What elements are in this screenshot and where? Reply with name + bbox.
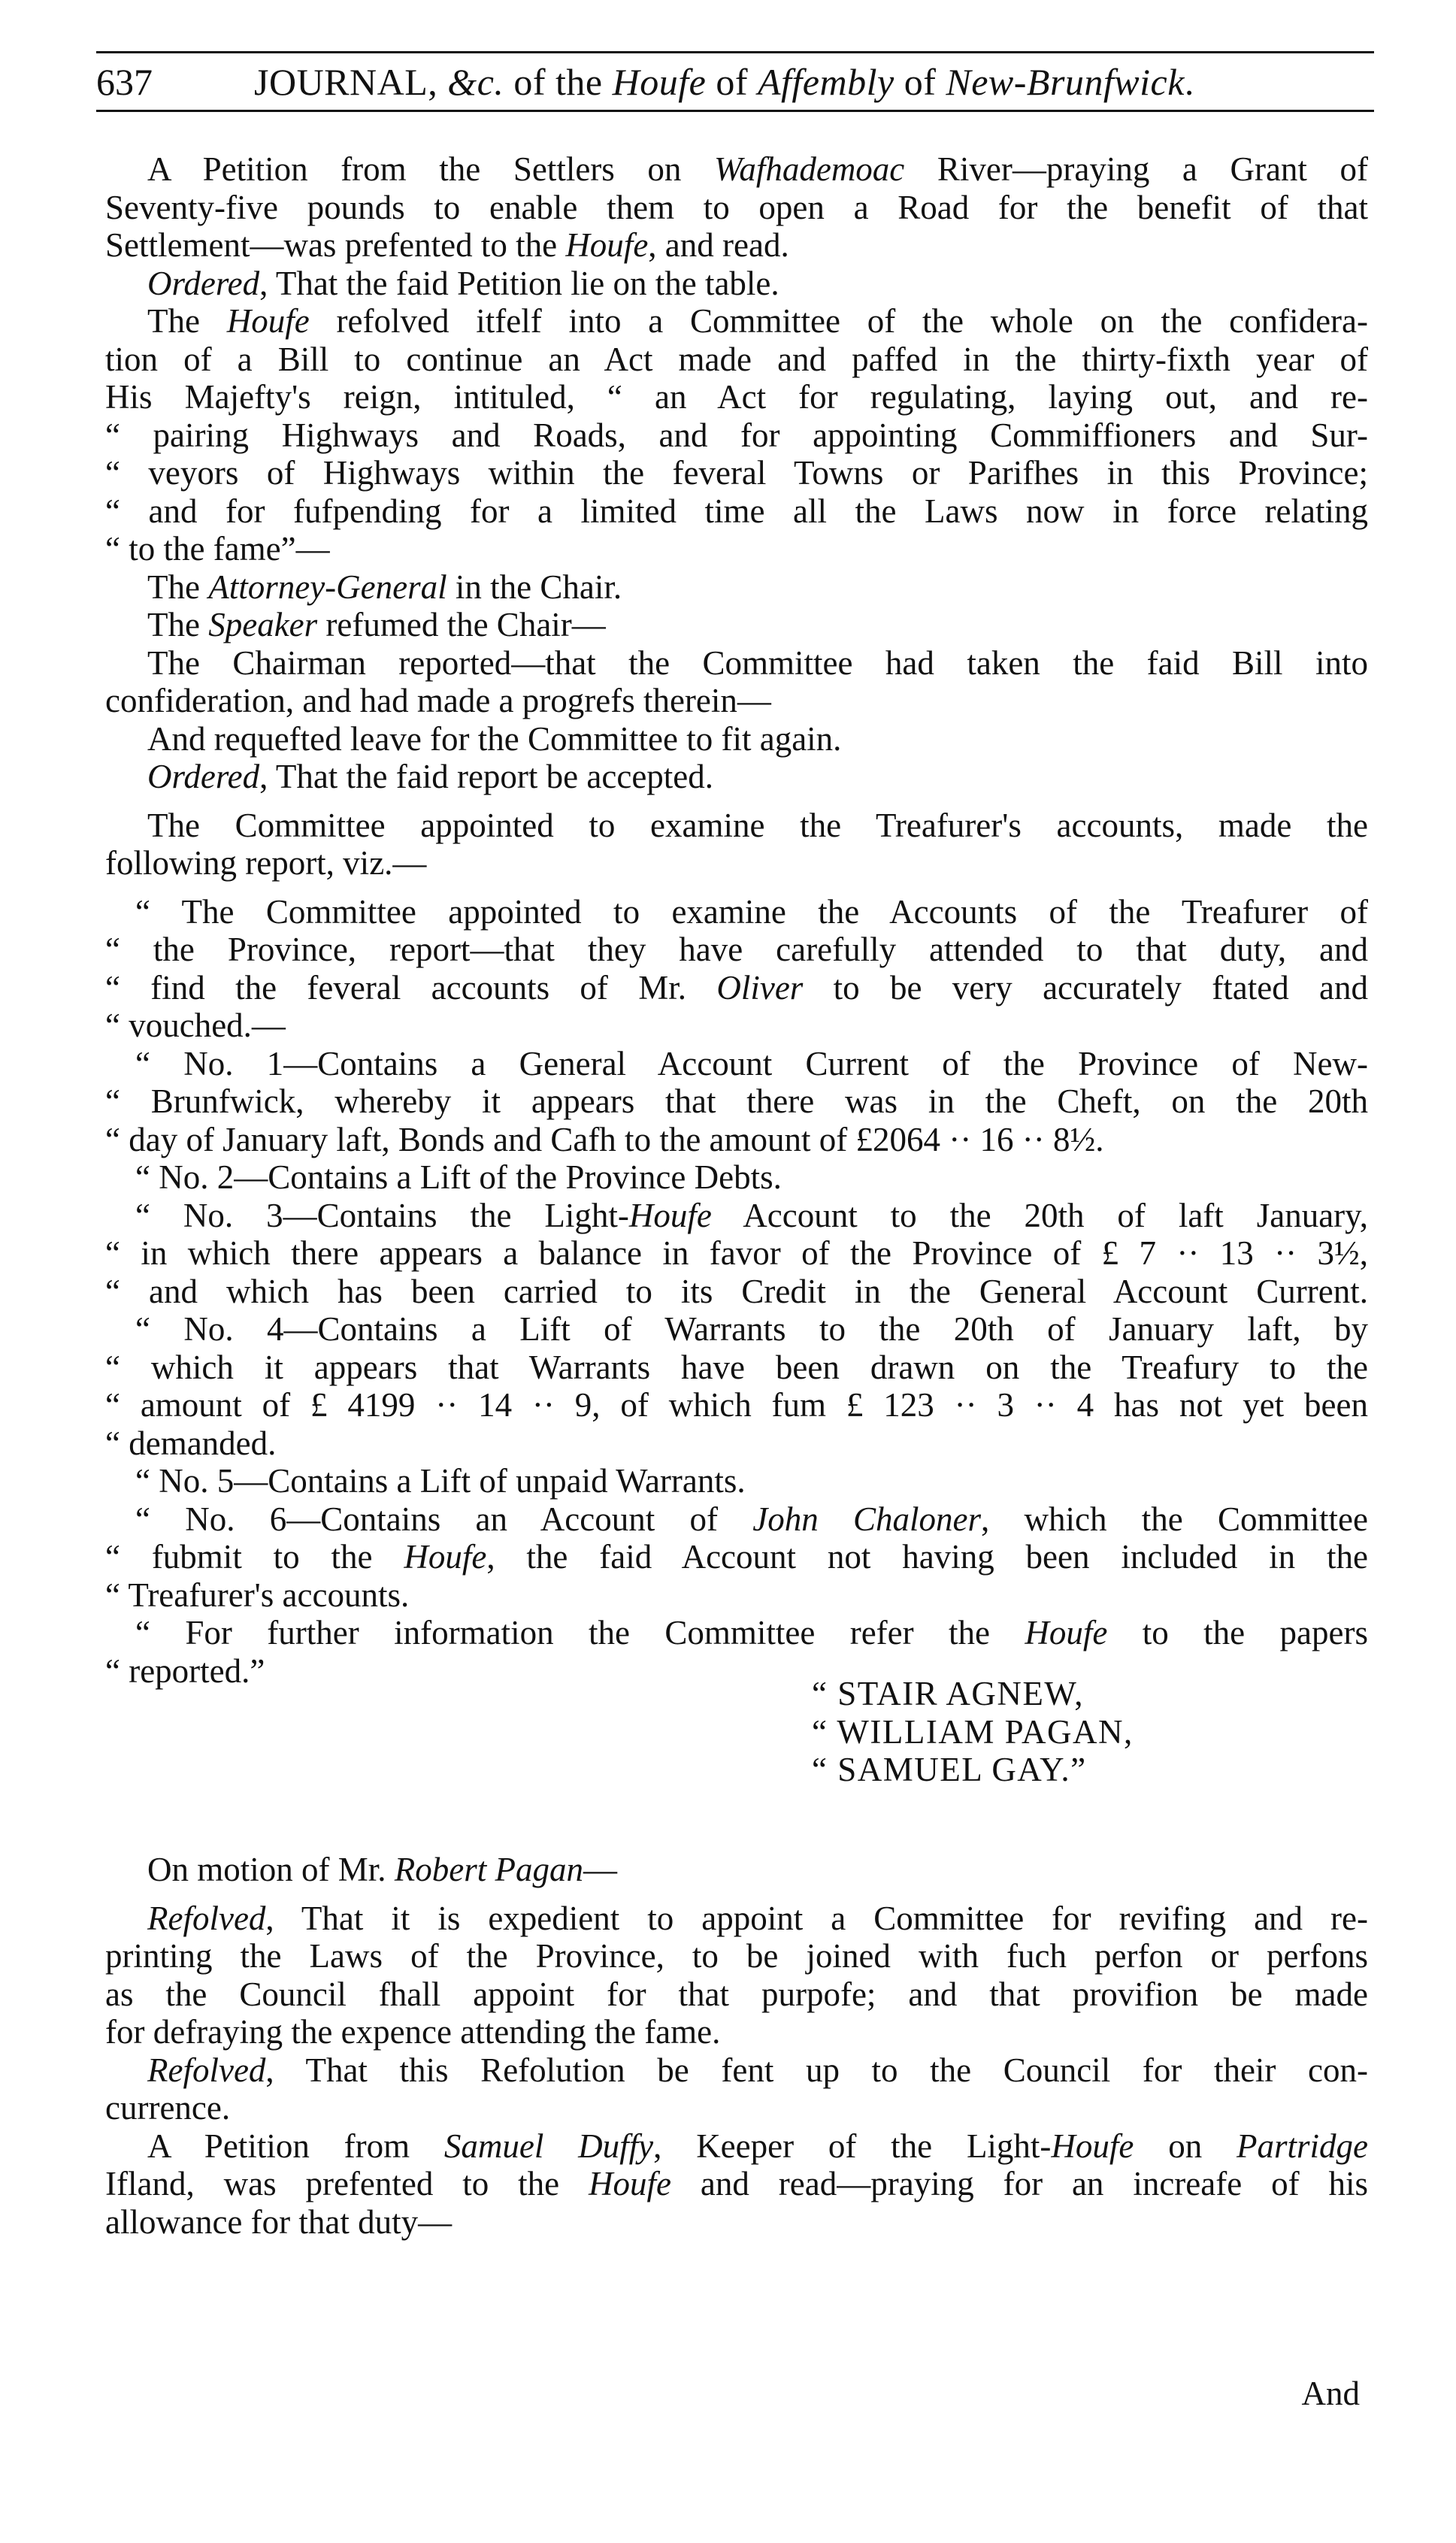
- page-header: [96, 59, 1374, 114]
- text-line: printing the Laws of the Province, to be joined with fuch perfon or perfons: [105, 1937, 1368, 1975]
- text-line: A Petition from Samuel Duffy, Keeper of the Light-Houfe on Partridge: [147, 2127, 1368, 2165]
- signature-line: “ STAIR AGNEW,: [812, 1675, 1084, 1712]
- text-line: “ No. 2—Contains a Lift of the Province Debts.: [135, 1158, 782, 1196]
- text-line: “ and which has been carried to its Credit in the General Account Current.: [105, 1272, 1368, 1310]
- text-line: The Committee appointed to examine the Treafurer's accounts, made the: [147, 806, 1368, 844]
- text-line: “ and for fufpending for a limited time all the Laws now in force relating: [105, 492, 1368, 530]
- text-line: Settlement—was prefented to the Houfe, and read.: [105, 226, 789, 264]
- text-line: The Houfe refolved itfelf into a Committee of the whole on the confidera-: [147, 302, 1368, 340]
- text-line: following report, viz.—: [105, 844, 427, 882]
- header-rule-top: [96, 51, 1374, 53]
- journal-body-continued: [105, 1851, 1368, 2241]
- text-line: Ifland, was prefented to the Houfe and read—praying for an increafe of his: [105, 2165, 1368, 2202]
- text-line: “ day of January laft, Bonds and Cafh to the amount of £2064 ·· 16 ·· 8½.: [105, 1120, 1104, 1158]
- signature-line: “ SAMUEL GAY.”: [812, 1751, 1087, 1788]
- text-line: “ No. 4—Contains a Lift of Warrants to the 20th of January laft, by: [135, 1310, 1368, 1348]
- text-line: The Attorney-General in the Chair.: [147, 568, 622, 606]
- text-line: Seventy-five pounds to enable them to open a Road for the benefit of that: [105, 188, 1368, 226]
- text-line: “ in which there appears a balance in favor of the Province of £ 7 ·· 13 ·· 3½,: [105, 1234, 1368, 1272]
- text-line: “ No. 3—Contains the Light-Houfe Account to the 20th of laft January,: [135, 1196, 1368, 1234]
- running-head: JOURNAL, &c. of the Houfe of Affembly of New-Brunfwick.: [254, 61, 1194, 103]
- text-line: “ Treafurer's accounts.: [105, 1576, 410, 1614]
- text-line: “ No. 5—Contains a Lift of unpaid Warrants.: [135, 1462, 746, 1500]
- text-line: “ veyors of Highways within the feveral Towns or Parifhes in this Province;: [105, 454, 1368, 492]
- text-line: allowance for that duty—: [105, 2202, 453, 2241]
- text-line: The Chairman reported—that the Committee had taken the faid Bill into: [147, 643, 1368, 682]
- signature-block: [812, 1675, 1338, 1789]
- text-line: “ fubmit to the Houfe, the faid Account not having been included in the: [105, 1538, 1368, 1576]
- text-line: Refolved, That it is expedient to appoint a Committee for revifing and re-: [147, 1899, 1368, 1937]
- catchword: And: [1301, 2375, 1360, 2412]
- text-line: Refolved, That this Refolution be fent up to the Council for their con-: [147, 2051, 1368, 2089]
- text-line: Ordered, That the faid Petition lie on the table.: [147, 264, 779, 302]
- text-line: “ pairing Highways and Roads, and for appointing Commiffioners and Sur-: [105, 416, 1368, 454]
- text-line: as the Council fhall appoint for that purpofe; and that provifion be made: [105, 1975, 1368, 2013]
- text-line: currence.: [105, 2089, 231, 2127]
- text-line: Ordered, That the faid report be accepted.: [147, 758, 714, 795]
- header-rule-bottom: [96, 110, 1374, 112]
- text-line: “ amount of £ 4199 ·· 14 ·· 9, of which fum £ 123 ·· 3 ·· 4 has not yet been: [105, 1386, 1368, 1424]
- text-line: “ find the feveral accounts of Mr. Oliver to be very accurately ftated and: [105, 968, 1368, 1007]
- text-line: A Petition from the Settlers on Wafhademoac River—praying a Grant of: [147, 150, 1368, 188]
- page-number: 637: [96, 61, 153, 103]
- text-line: His Majefty's reign, intituled, “ an Act for regulating, laying out, and re-: [105, 378, 1368, 416]
- text-line: “ reported.”: [105, 1651, 265, 1690]
- journal-body: [105, 150, 1368, 1690]
- text-line: “ which it appears that Warrants have been drawn on the Treafury to the: [105, 1348, 1368, 1386]
- text-line: “ vouched.—: [105, 1007, 286, 1044]
- text-line: The Speaker refumed the Chair—: [147, 606, 606, 643]
- text-line: On motion of Mr. Robert Pagan—: [147, 1851, 617, 1888]
- text-line: “ the Province, report—that they have carefully attended to that duty, and: [105, 931, 1368, 968]
- text-line: And requefted leave for the Committee to fit again.: [147, 719, 842, 758]
- text-line: confideration, and had made a progrefs therein—: [105, 682, 771, 719]
- text-line: tion of a Bill to continue an Act made and paffed in the thirty-fixth year of: [105, 340, 1368, 378]
- signature-line: “ WILLIAM PAGAN,: [812, 1712, 1134, 1751]
- text-line: “ Brunfwick, whereby it appears that there was in the Cheft, on the 20th: [105, 1082, 1368, 1120]
- text-line: “ to the fame”—: [105, 530, 330, 568]
- text-line: “ No. 6—Contains an Account of John Chaloner, which the Committee: [135, 1500, 1368, 1538]
- text-line: for defraying the expence attending the fame.: [105, 2013, 721, 2051]
- text-line: “ demanded.: [105, 1424, 277, 1462]
- text-line: “ For further information the Committee refer the Houfe to the papers: [135, 1614, 1368, 1651]
- text-line: “ The Committee appointed to examine the Accounts of the Treafurer of: [135, 892, 1368, 931]
- text-line: “ No. 1—Contains a General Account Current of the Province of New-: [135, 1044, 1368, 1082]
